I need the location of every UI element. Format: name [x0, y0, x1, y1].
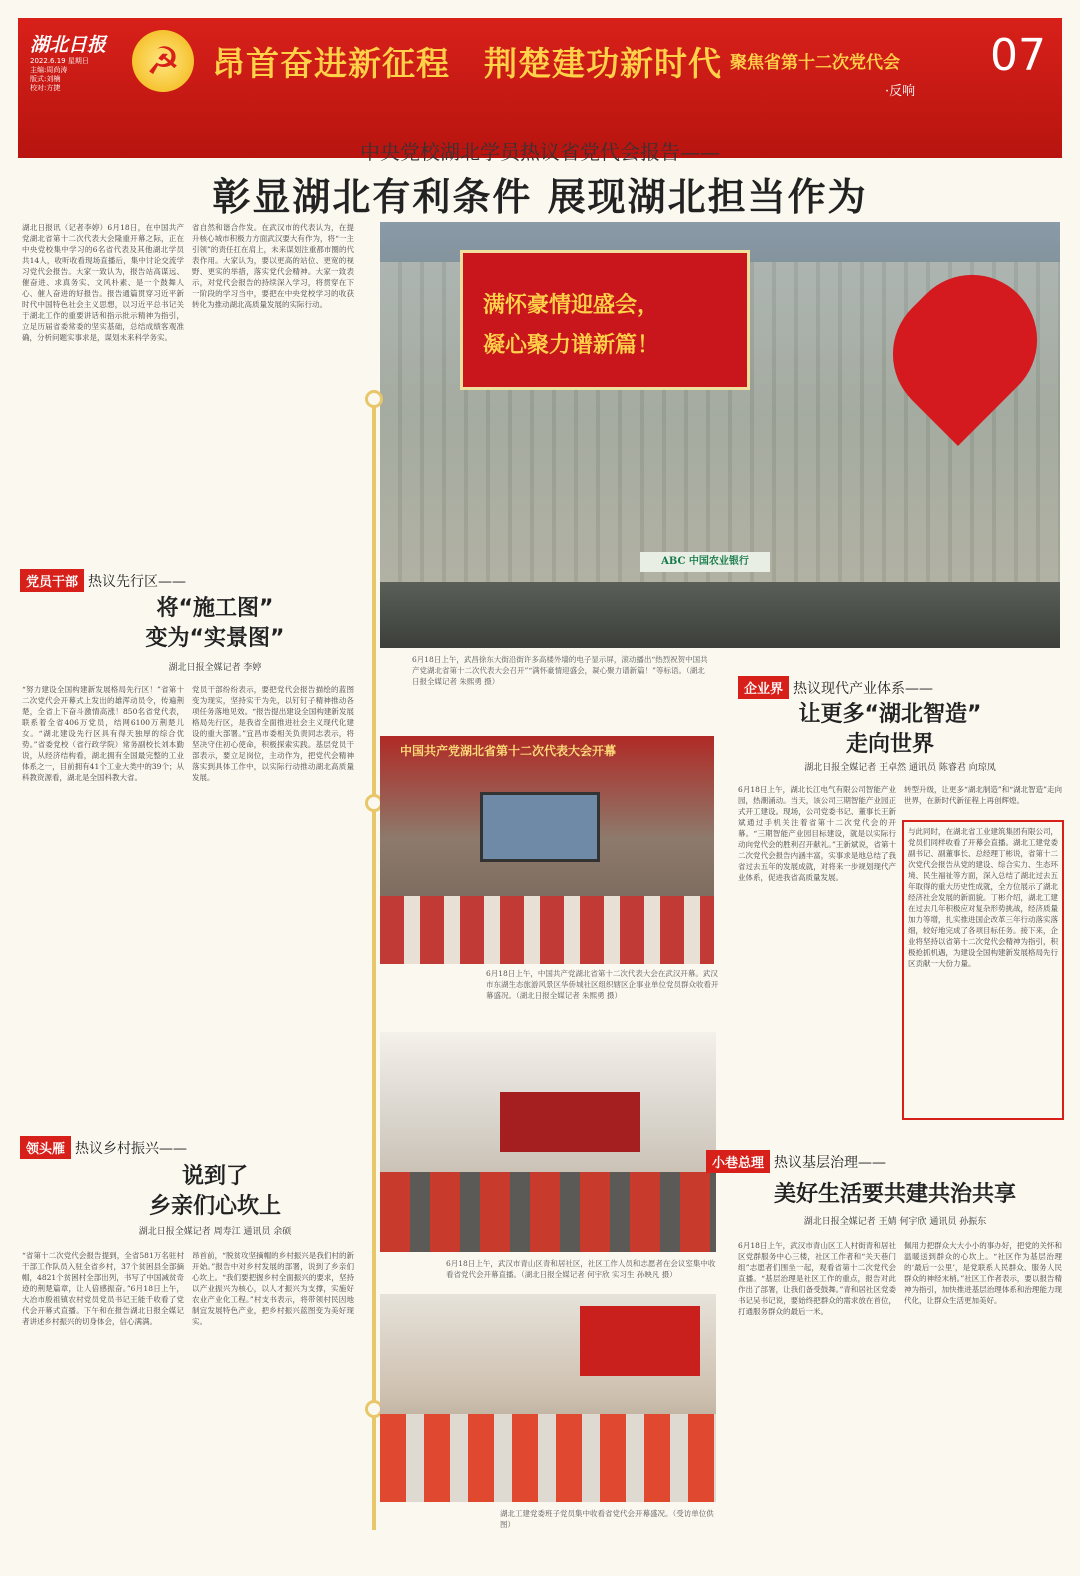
banner-series: 聚焦省第十二次党代会: [730, 53, 900, 73]
led-screen: [460, 250, 750, 390]
page-number: 07: [990, 30, 1046, 81]
highlight-box: [902, 820, 1064, 1120]
community-photo: [380, 1032, 716, 1252]
street-scene: [380, 582, 1060, 648]
story-c-tag: [20, 1136, 187, 1159]
main-photo-caption: 6月18日上午，武昌徐东大街沿街许多高楼外墙的电子显示屏，滚动播出“热烈祝贺中国共产党湖北省第十二次代表大会召开”“满怀豪情迎盛会，凝心聚力谱新篇！”等标语。（湖北日报全媒记者 朱熙勇 摄）: [412, 655, 708, 686]
story-a-title-line-2: 变为“实景图”: [145, 626, 285, 651]
story-d-byline: 湖北日报全媒记者 王婧 何宇欣 通讯员 孙振东: [803, 1217, 987, 1227]
story-b-column-1: 6月18日上午，湖北长江电气有限公司智能产业园，热潮涌动。当天，该公司三期智能产业园正式开工建设。现场，公司党委书记、董事长王新斌通过手机关注着省第十二次党代会的开幕。“三期智能产业园目标建设，就是以实际行动向党代会的胜利召开献礼。”王新斌说，省第十二次党代会报告内涵丰富，实事求是地总结了我省过去五年的发展成就，对将来一步规划现代产业体系，促进我省高质量发展。: [738, 785, 896, 882]
banner-slogan: 昂首奋进新征程 荆楚建功新时代: [212, 44, 722, 83]
timeline-dot: [365, 390, 383, 408]
masthead-checker: 校对:方捷: [30, 84, 61, 92]
community-screen: [500, 1092, 640, 1152]
story-b-byline: 湖北日报全媒记者 王卓然 通讯员 陈睿君 向琼凤: [804, 763, 996, 773]
lead-column-2: 省自然和谐合作发。在武汉市的代表认为，在提升核心城市积极力方面武汉要大有作为，将“一主引领”的责任扛在肩上，未来谋划注重都市圈的代表作用。大家认为，要以更高的站位、更宽的视野、更实的举措，落实党代会精神。大家一致表示，对党代会报告的持续深入学习，将贯穿在下一阶段的学习当中，要把在中央党校学习的收获转化为推动湖北高质量发展的实际行动。: [192, 223, 354, 309]
community-photo-caption: 6月18日上午，武汉市青山区青和居社区，社区工作人员和志愿者在会议室集中收看省党代会开幕直播。（湖北日报全媒记者 何宇欣 实习生 孙映凡 摄）: [446, 1259, 716, 1279]
story-b-badge: 企业界: [738, 676, 789, 699]
screen-line-1: 满怀豪情迎盛会，: [483, 292, 660, 318]
story-c-badge: 领头雁: [20, 1136, 71, 1159]
story-c-topic: 热议乡村振兴——: [75, 1140, 188, 1157]
story-b-title: [760, 700, 1020, 760]
story-b-column-2: 转型升级，让更多“湖北制造”和“湖北智造”走向世界，在新时代新征程上再创辉煌。: [904, 785, 1062, 805]
masthead: [30, 30, 110, 93]
meeting-banner: 中国共产党湖北省第十二次代表大会开幕: [400, 744, 617, 758]
story-a-badge: 党员干部: [20, 569, 84, 592]
banner-subtitle: ·反响: [885, 84, 916, 99]
story-c-column-2: 昂首前，“脱贫攻坚摘帽的乡村振兴是我们村的新开始。”报告中对乡村发展的部署，说到了乡亲们心坎上。“我们要把握乡村全面振兴的要求，坚持以产业振兴为核心，以人才振兴为支撑，实施好农业产业化工程。”村支书表示，将带领村民因地制宜发展特色产业，把乡村振兴蓝图变为美好现实。: [192, 1251, 354, 1326]
meeting-photo-caption: 6月18日上午，中国共产党湖北省第十二次代表大会在武汉开幕。武汉市东湖生态旅游风景区华侨城社区组织辖区企事业单位党员群众收看开幕盛况。（湖北日报全媒记者 朱熙勇 摄）: [486, 969, 719, 1000]
masthead-editor: 主编:周尚涛: [30, 66, 68, 74]
story-d-column-2: 佩用力把群众大大小小的事办好，把党的关怀和温暖送到群众的心坎上。“社区作为基层治理的‘最后一公里’，是党联系人民群众、服务人民群众的神经末梢。”社区工作者表示，要以报告精神为指引，加快推进基层治理体系和治理能力现代化，让群众生活更加美好。: [904, 1241, 1062, 1305]
story-d-topic: 热议基层治理——: [774, 1154, 887, 1171]
lead-column-1: 湖北日报讯（记者李婷）6月18日，在中国共产党湖北省第十二次代表大会隆重开幕之际，正在中央党校集中学习的6名省代表及其他湖北学员共14人，收听收看现场直播后，集中讨论交流学习党代会报告。大家一致认为，报告站高谋远、催奋进、求真务实、文风朴素、是一个鼓舞人心、催人奋进的好报告。报告通篇贯穿习近平新时代中国特色社会主义思想，以习近平总书记关于湖北工作的重要讲话和指示批示精神为指引，立足历届省委常委的坚实基础，总结成绩客观准确，分析问题实事求是，谋划未来科学务实。: [22, 223, 184, 342]
story-d-column-1: 6月18日上午，武汉市青山区工人村街青和居社区党群服务中心三楼，社区工作者和“关天巷门组”志愿者们围坐一起，观看省第十二次党代会直播。“基层治理是社区工作的重点，报告对此作出了部署，让我们备受鼓舞。”青和居社区党委书记吴书记说，要始终把群众的需求放在首位，打通服务群众的最后一米。: [738, 1241, 896, 1316]
bank-sign: ABC 中国农业银行: [640, 552, 770, 572]
masthead-designer: 版式:刘楠: [30, 75, 61, 83]
community-audience: [380, 1172, 716, 1252]
story-c-title: [100, 1162, 330, 1222]
story-b-title-line-2: 走向世界: [845, 732, 934, 757]
story-c-byline: 湖北日报全媒记者 周寿江 通讯员 余硕: [138, 1227, 292, 1237]
story-c-column-1: “省第十二次党代会报告提到，全省581万名驻村干部工作队员入驻全省乡村，37个贫困县全部摘帽，4821个贫困村全部出列，书写了中国减贫奇迹的荆楚篇章，让人倍感振奋。”6月18日上午，大冶市殷祖镇农村党员党员书记王能千收看了党代会开幕式直播。下午和在报告湖北日报全媒记者讲述乡村振兴的切身体会，信心满满。: [22, 1251, 184, 1326]
story-a-byline: 湖北日报全媒记者 李婷: [168, 663, 262, 673]
story-c-title-line-1: 说到了: [181, 1164, 248, 1189]
screen-line-2: 凝心聚力谱新篇！: [483, 332, 660, 358]
masthead-date: 2022.6.19 星期日: [30, 57, 89, 65]
timeline-divider: [372, 390, 376, 1530]
company-board: [580, 1306, 700, 1376]
meeting-photo: [380, 736, 714, 964]
story-a-title-line-1: 将“施工图”: [156, 596, 274, 621]
tv-screen: [480, 792, 600, 862]
highlight-box-text: 与此同时，在湖北省工业建筑集团有限公司，党员们同样收看了开幕会直播。湖北工建党委副书记、副董事长、总经理丁彬说，省第十二次党代会报告从党的建设、综合实力、生态环境、民生福祉等方面，深入总结了湖北过去五年取得的重大历史性成就，全方位展示了湖北经济社会发展的新面貌。丁彬介绍，湖北工建在过去几年积极应对复杂形势挑战，经济质量加力等增，扎实推进国企改革三年行动落实落细，较好地完成了各项目标任务。接下来，企业将坚持以省第十二次党代会精神为指引，积极抢抓机遇，为建设全国构建新发展格局先行区贡献一大份力量。: [908, 827, 1058, 968]
story-a-tag: [20, 569, 186, 592]
newspaper-logo: 湖北日报: [30, 34, 107, 56]
party-emblem-icon: ☭: [132, 30, 194, 92]
story-a-topic: 热议先行区——: [88, 573, 187, 590]
lead-headline: 彰显湖北有利条件 展现湖北担当作为: [212, 175, 868, 219]
story-c-title-line-2: 乡亲们心坎上: [148, 1194, 281, 1219]
company-photo: [380, 1294, 716, 1502]
story-a-title: [100, 594, 330, 654]
story-a-column-2: 党员干部纷纷表示，要把党代会报告描绘的蓝图变为现实，坚持实干为先，以钉钉子精神推动各项任务落地见效。“报告提出建设全国构建新发展格局先行区，是我省全面推进社会主义现代化建设的重大部署。”宜昌市委相关负责同志表示，将坚决守住初心使命，积极探索实践。基层党员干部表示，要立足岗位，主动作为，把党代会精神落实到具体工作中，以实际行动推动湖北高质量发展。: [192, 685, 354, 782]
story-d-tag: [706, 1150, 886, 1173]
audience: [380, 896, 714, 964]
lead-kicker: 中央党校湖北学员热议省党代会报告——: [360, 140, 720, 164]
story-d-title: 美好生活要共建共治共享: [773, 1182, 1016, 1207]
story-b-title-line-1: 让更多“湖北智造”: [798, 702, 982, 727]
main-photo: [380, 222, 1060, 648]
story-b-tag: [738, 676, 933, 699]
story-a-column-1: “努力建设全国构建新发展格局先行区！”省第十二次党代会开幕式上发出的雄浑动员令，传遍荆楚，全省上下奋斗激情高涨！850名省党代表，联系着全省406万党员，结网6100万荆楚儿女。“湖北建设先行区具有得天独厚的综合优势。”省委党校（省行政学院）常务副校长刘本勤说，从经济结构看，湖北拥有全国最完整的工业体系之一，目前拥有41个工业大类中的39个；从科教资源看，湖北是全国科教大省。: [22, 685, 184, 782]
company-photo-caption: 湖北工建党委班子党员集中收看省党代会开幕盛况。（受访单位供图）: [500, 1509, 714, 1529]
company-audience: [380, 1414, 716, 1502]
story-b-topic: 热议现代产业体系——: [793, 680, 934, 697]
story-d-badge: 小巷总理: [706, 1150, 770, 1173]
